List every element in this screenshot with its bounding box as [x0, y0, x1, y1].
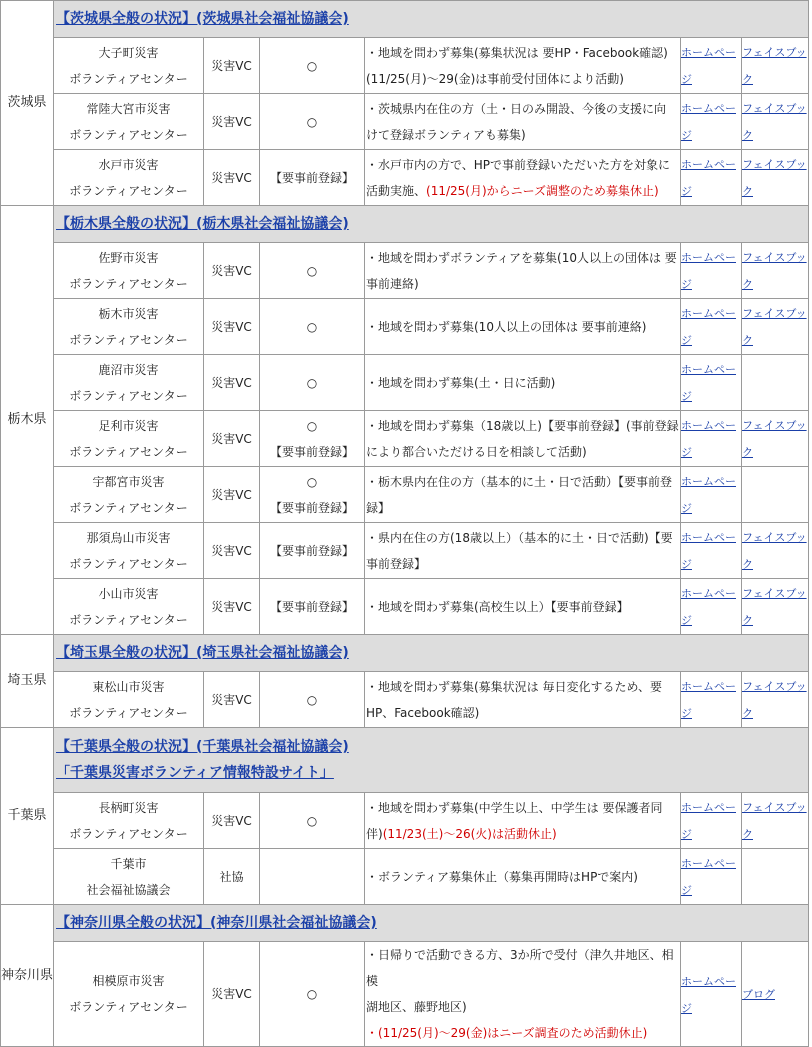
recruitment-details-cell	[365, 672, 681, 728]
center-name-line2: ボランティアセンター	[69, 705, 188, 720]
center-type-cell: 災害VC	[204, 942, 260, 1047]
social-cell	[742, 467, 809, 523]
center-name-line2: ボランティアセンター	[69, 388, 188, 403]
center-type-cell: 災害VC	[204, 38, 260, 94]
social-cell	[742, 942, 809, 1047]
center-type-cell: 災害VC	[204, 793, 260, 849]
center-name-cell	[54, 150, 204, 206]
table-row	[1, 523, 809, 579]
details-line2: 事前連絡)	[366, 276, 419, 291]
table-row	[1, 150, 809, 206]
registration-cell	[260, 672, 365, 728]
recruitment-details-cell	[365, 942, 681, 1047]
center-name-line1: 水戸市災害	[98, 157, 159, 172]
social-cell	[742, 579, 809, 635]
center-type-cell: 災害VC	[204, 672, 260, 728]
center-name-line2: ボランティアセンター	[69, 556, 188, 571]
recruitment-details-cell	[365, 849, 681, 905]
details-line2: 湖地区、藤野地区)	[366, 1000, 467, 1014]
registration-mark: ○	[306, 58, 318, 73]
center-name-cell	[54, 942, 204, 1047]
details-line1: ・地域を問わず募集(募集状況は 毎日変化するため、要	[366, 679, 663, 694]
homepage-cell	[681, 523, 742, 579]
homepage-cell	[681, 942, 742, 1047]
center-name-line1: 那須烏山市災害	[86, 530, 171, 545]
prefecture-name: 栃木県	[1, 206, 54, 635]
prefecture-status-cell	[54, 905, 809, 942]
center-name-line2: ボランティアセンター	[69, 1000, 188, 1014]
center-name-line2: ボランティアセンター	[69, 127, 188, 142]
center-name-line1: 相模原市災害	[92, 974, 165, 988]
homepage-link[interactable]: ホームページ	[681, 475, 736, 515]
table-row	[1, 38, 809, 94]
homepage-link[interactable]: ホームページ	[681, 419, 736, 459]
homepage-link[interactable]: ホームページ	[681, 251, 736, 291]
social-cell	[742, 523, 809, 579]
homepage-cell	[681, 411, 742, 467]
prefecture-status-link[interactable]: 【神奈川県全般の状況】(神奈川県社会福祉協議会)	[56, 915, 377, 931]
prefecture-name: 千葉県	[1, 728, 54, 905]
social-cell	[742, 243, 809, 299]
registration-mark: 【要事前登録】	[269, 543, 354, 558]
center-name-line2: ボランティアセンター	[69, 500, 188, 515]
registration-cell	[260, 150, 365, 206]
suspension-notice: ・(11/25(月)～29(金)はニーズ調査のため活動休止)	[366, 1026, 648, 1040]
blog-link[interactable]: ブログ	[742, 988, 775, 1001]
details-line1: ・日帰りで活動できる方、3か所で受付（津久井地区、相模	[366, 948, 674, 988]
center-name-cell	[54, 849, 204, 905]
facebook-link[interactable]: フェイスブック	[742, 801, 807, 841]
registration-note: 【要事前登録】	[269, 500, 354, 515]
prefecture-name: 埼玉県	[1, 635, 54, 728]
center-name-cell	[54, 243, 204, 299]
center-name-line2: ボランティアセンター	[69, 183, 188, 198]
social-cell	[742, 94, 809, 150]
registration-cell	[260, 38, 365, 94]
details-line1: ・地域を問わず募集(中学生以上、中学生は 要保護者同	[366, 800, 663, 815]
facebook-link[interactable]: フェイスブック	[742, 46, 807, 86]
homepage-cell	[681, 579, 742, 635]
details-line1: ・地域を問わず募集(高校生以上）【要事前登録】	[366, 599, 629, 614]
registration-cell	[260, 299, 365, 355]
registration-cell	[260, 849, 365, 905]
registration-cell	[260, 523, 365, 579]
table-row	[1, 243, 809, 299]
details-line1: ・地域を問わず募集(土・日に活動)	[366, 375, 556, 390]
details-line2: HP、Facebook確認)	[366, 705, 480, 720]
homepage-cell	[681, 793, 742, 849]
social-cell	[742, 411, 809, 467]
details-line1: ・栃木県内在住の方（基本的に土・日で活動）【要事前登	[366, 474, 673, 489]
center-name-line1: 千葉市	[110, 856, 147, 871]
homepage-cell	[681, 94, 742, 150]
homepage-link[interactable]: ホームページ	[681, 801, 736, 841]
registration-mark: 【要事前登録】	[269, 170, 354, 185]
social-cell	[742, 672, 809, 728]
table-row	[1, 793, 809, 849]
details-line2: けて登録ボランティアも募集)	[366, 127, 526, 142]
social-cell	[742, 38, 809, 94]
center-name-cell	[54, 94, 204, 150]
prefecture-name: 茨城県	[1, 1, 54, 206]
registration-mark: ○	[306, 987, 318, 1001]
details-line2: 活動実施、	[366, 183, 427, 198]
registration-cell	[260, 793, 365, 849]
table-row	[1, 94, 809, 150]
registration-cell	[260, 94, 365, 150]
center-type-cell: 災害VC	[204, 150, 260, 206]
details-line2: 事前登録】	[366, 556, 427, 571]
table-row	[1, 579, 809, 635]
recruitment-details-cell	[365, 243, 681, 299]
center-name-line2: ボランティアセンター	[69, 444, 188, 459]
suspension-notice: (11/25(月)からニーズ調整のため募集休止)	[426, 183, 659, 198]
registration-cell	[260, 942, 365, 1047]
registration-mark: ○	[306, 813, 318, 828]
center-name-cell	[54, 579, 204, 635]
recruitment-details-cell	[365, 579, 681, 635]
center-type-cell: 社協	[204, 849, 260, 905]
homepage-cell	[681, 672, 742, 728]
prefecture-header-row	[1, 905, 809, 942]
table-row	[1, 355, 809, 411]
center-name-line2: 社会福祉協議会	[86, 882, 171, 897]
homepage-link[interactable]: ホームページ	[681, 974, 736, 1015]
center-name-cell	[54, 467, 204, 523]
facebook-link[interactable]: フェイスブック	[742, 251, 807, 291]
homepage-cell	[681, 467, 742, 523]
details-line1: ・ボランティア募集休止（募集再開時はHPで案内)	[366, 869, 638, 884]
recruitment-details-cell	[365, 299, 681, 355]
facebook-link[interactable]: フェイスブック	[742, 307, 807, 347]
homepage-cell	[681, 355, 742, 411]
center-name-line1: 足利市災害	[98, 418, 159, 433]
homepage-link[interactable]: ホームページ	[681, 158, 736, 198]
registration-cell	[260, 355, 365, 411]
registration-cell	[260, 411, 365, 467]
recruitment-details-cell	[365, 523, 681, 579]
homepage-link[interactable]: ホームページ	[681, 680, 736, 720]
center-type-cell: 災害VC	[204, 579, 260, 635]
prefecture-status-link[interactable]: 【埼玉県全般の状況】(埼玉県社会福祉協議会)	[56, 645, 349, 661]
recruitment-details-cell	[365, 94, 681, 150]
homepage-cell	[681, 243, 742, 299]
details-line1: ・地域を問わず募集(募集状況は 要HP・Facebook確認)	[366, 45, 668, 60]
center-name-line1: 常陸大宮市災害	[86, 101, 171, 116]
center-name-line1: 長柄町災害	[98, 800, 159, 815]
social-cell	[742, 299, 809, 355]
center-name-line1: 東松山市災害	[92, 679, 165, 694]
table-row	[1, 849, 809, 905]
prefecture-status-link[interactable]: 【栃木県全般の状況】(栃木県社会福祉協議会)	[56, 216, 349, 232]
facebook-link[interactable]: フェイスブック	[742, 102, 807, 142]
prefecture-status-cell	[54, 635, 809, 672]
center-type-cell: 災害VC	[204, 243, 260, 299]
prefecture-status-link[interactable]: 【茨城県全般の状況】(茨城県社会福祉協議会)	[56, 11, 349, 27]
facebook-link[interactable]: フェイスブック	[742, 531, 807, 571]
center-name-line2: ボランティアセンター	[69, 276, 188, 291]
homepage-link[interactable]: ホームページ	[681, 102, 736, 142]
details-line1: ・地域を問わず募集(10人以上の団体は 要事前連絡)	[366, 319, 647, 334]
facebook-link[interactable]: フェイスブック	[742, 419, 807, 459]
details-line1: ・地域を問わずボランティアを募集(10人以上の団体は 要	[366, 250, 677, 265]
center-name-cell	[54, 38, 204, 94]
registration-mark: ○	[306, 474, 318, 489]
homepage-link[interactable]: ホームページ	[681, 857, 736, 897]
recruitment-details-cell	[365, 355, 681, 411]
center-name-cell	[54, 355, 204, 411]
table-row	[1, 299, 809, 355]
prefecture-status-cell	[54, 728, 809, 793]
center-name-cell	[54, 523, 204, 579]
center-name-line1: 佐野市災害	[98, 250, 159, 265]
registration-cell	[260, 243, 365, 299]
details-line1: ・水戸市内の方で、HPで事前登録いただいた方を対象に	[366, 157, 671, 172]
table-body	[1, 1, 809, 1047]
social-cell	[742, 150, 809, 206]
registration-mark: ○	[306, 263, 318, 278]
prefecture-status-cell	[54, 206, 809, 243]
prefecture-header-row	[1, 728, 809, 793]
prefecture-status-link[interactable]: 【千葉県全般の状況】(千葉県社会福祉協議会)	[56, 739, 349, 755]
center-type-cell: 災害VC	[204, 411, 260, 467]
center-type-cell: 災害VC	[204, 94, 260, 150]
table-row	[1, 672, 809, 728]
homepage-link[interactable]: ホームページ	[681, 587, 736, 627]
center-name-line2: ボランティアセンター	[69, 826, 188, 841]
center-name-line1: 鹿沼市災害	[98, 362, 159, 377]
homepage-link[interactable]: ホームページ	[681, 46, 736, 86]
details-line2: (11/25(月)～29(金)は事前受付団体により活動)	[366, 71, 624, 86]
center-name-cell	[54, 411, 204, 467]
details-line2: 録】	[366, 500, 391, 515]
center-name-line1: 宇都宮市災害	[92, 474, 165, 489]
social-cell	[742, 355, 809, 411]
center-name-line2: ボランティアセンター	[69, 71, 188, 86]
social-cell	[742, 793, 809, 849]
prefecture-special-site-link[interactable]: 「千葉県災害ボランティア情報特設サイト」	[56, 765, 334, 781]
recruitment-details-cell	[365, 411, 681, 467]
registration-mark: ○	[306, 319, 318, 334]
table-row	[1, 411, 809, 467]
suspension-notice: (11/23(土)～26(火)は活動休止)	[382, 826, 557, 841]
facebook-link[interactable]: フェイスブック	[742, 680, 807, 720]
center-name-line1: 小山市災害	[98, 586, 159, 601]
homepage-link[interactable]: ホームページ	[681, 531, 736, 571]
table-row	[1, 942, 809, 1047]
center-type-cell: 災害VC	[204, 355, 260, 411]
prefecture-header-row	[1, 635, 809, 672]
prefecture-header-row	[1, 1, 809, 38]
homepage-link[interactable]: ホームページ	[681, 363, 736, 403]
prefecture-name: 神奈川県	[1, 905, 54, 1047]
registration-note: 【要事前登録】	[269, 444, 354, 459]
center-name-cell	[54, 672, 204, 728]
homepage-cell	[681, 38, 742, 94]
registration-cell	[260, 579, 365, 635]
recruitment-details-cell	[365, 467, 681, 523]
social-cell	[742, 849, 809, 905]
recruitment-details-cell	[365, 38, 681, 94]
registration-mark: 【要事前登録】	[269, 599, 354, 614]
center-name-line1: 大子町災害	[98, 45, 159, 60]
prefecture-status-cell	[54, 1, 809, 38]
details-line1: ・地域を問わず募集（18歳以上)【要事前登録】(事前登録	[366, 418, 679, 433]
center-name-line1: 栃木市災害	[98, 306, 159, 321]
center-name-cell	[54, 793, 204, 849]
facebook-link[interactable]: フェイスブック	[742, 158, 807, 198]
homepage-cell	[681, 299, 742, 355]
homepage-link[interactable]: ホームページ	[681, 307, 736, 347]
center-type-cell: 災害VC	[204, 523, 260, 579]
table-row	[1, 467, 809, 523]
registration-mark: ○	[306, 418, 318, 433]
facebook-link[interactable]: フェイスブック	[742, 587, 807, 627]
recruitment-details-cell	[365, 150, 681, 206]
center-name-line2: ボランティアセンター	[69, 332, 188, 347]
registration-mark: ○	[306, 375, 318, 390]
center-name-line2: ボランティアセンター	[69, 612, 188, 627]
registration-cell	[260, 467, 365, 523]
recruitment-details-cell	[365, 793, 681, 849]
homepage-cell	[681, 150, 742, 206]
center-type-cell: 災害VC	[204, 467, 260, 523]
details-line1: ・茨城県内在住の方（土・日のみ開設、今後の支援に向	[366, 101, 667, 116]
registration-mark: ○	[306, 692, 318, 707]
center-type-cell: 災害VC	[204, 299, 260, 355]
details-line2: 伴)	[366, 826, 383, 841]
homepage-cell	[681, 849, 742, 905]
center-name-cell	[54, 299, 204, 355]
registration-mark: ○	[306, 114, 318, 129]
prefecture-header-row	[1, 206, 809, 243]
details-line2: により都合いただける日を相談して活動)	[366, 444, 587, 459]
details-line1: ・県内在住の方(18歳以上）（基本的に土・日で活動)【要	[366, 530, 673, 545]
